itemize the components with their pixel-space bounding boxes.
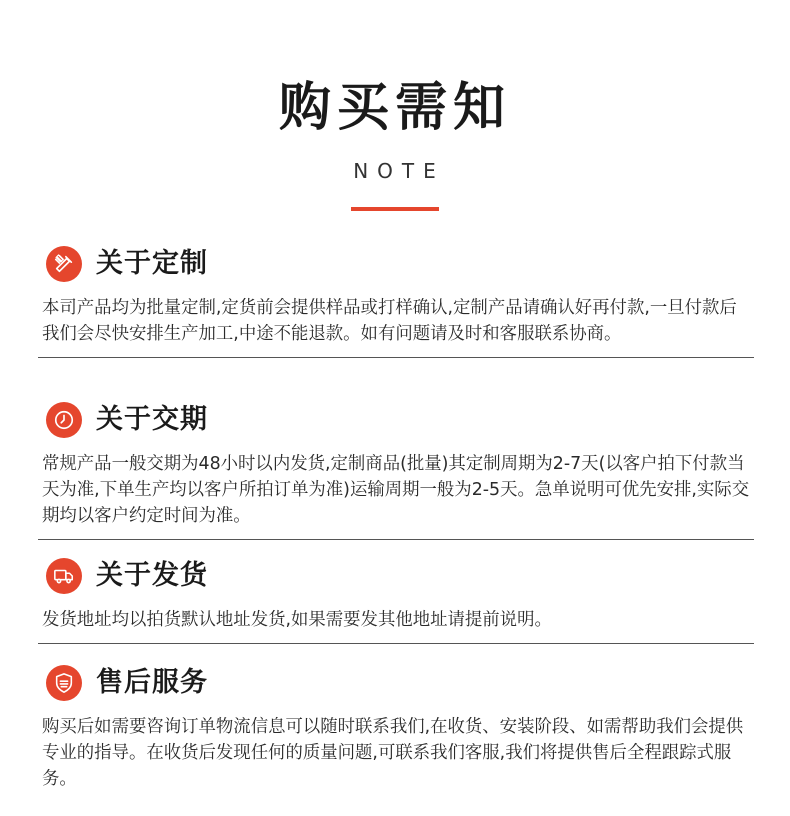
- divider: [38, 357, 754, 358]
- section-title: 关于发货: [96, 560, 208, 591]
- section-custom: [38, 244, 754, 358]
- section-header: [38, 244, 754, 284]
- section-body: 本司产品均为批量定制,定货前会提供样品或打样确认,定制产品请确认好再付款,一旦付款后我们会尽快安排生产加工,中途不能退款。如有问题请及时和客服联系协商。: [42, 298, 737, 344]
- section-header: [38, 556, 754, 596]
- section-title: 关于交期: [96, 404, 208, 435]
- pencil-ruler-icon: [46, 246, 82, 282]
- section-header: [38, 400, 754, 440]
- title-underline: [351, 207, 439, 211]
- page-subtitle: NOTE: [353, 159, 445, 183]
- section-header: [38, 663, 754, 703]
- section-delivery-time: [38, 400, 754, 540]
- section-body: 常规产品一般交期为48小时以内发货,定制商品(批量)其定制周期为2-7天(以客户拍下付款当天为准,下单生产均以客户所拍订单为准)运输周期一般为2-5天。急单说明可优先安排,实际交期均以客户约定时间为准。: [42, 454, 750, 526]
- section-title: 关于定制: [96, 248, 208, 279]
- divider: [38, 643, 754, 644]
- section-body: 购买后如需要咨询订单物流信息可以随时联系我们,在收货、安装阶段、如需帮助我们会提供专业的指导。在收货后发现任何的质量问题,可联系我们客服,我们将提供售后全程跟踪式服务。: [42, 717, 744, 789]
- section-body: 发货地址均以拍货默认地址发货,如果需要发其他地址请提前说明。: [42, 610, 552, 630]
- after-sales-shield-icon: [46, 665, 82, 701]
- delivery-truck-icon: [46, 558, 82, 594]
- section-after-sales: [38, 663, 754, 792]
- clock-icon: [46, 402, 82, 438]
- section-title: 售后服务: [96, 667, 208, 698]
- divider: [38, 539, 754, 540]
- section-shipping: [38, 556, 754, 644]
- page-title: 购买需知: [278, 78, 511, 138]
